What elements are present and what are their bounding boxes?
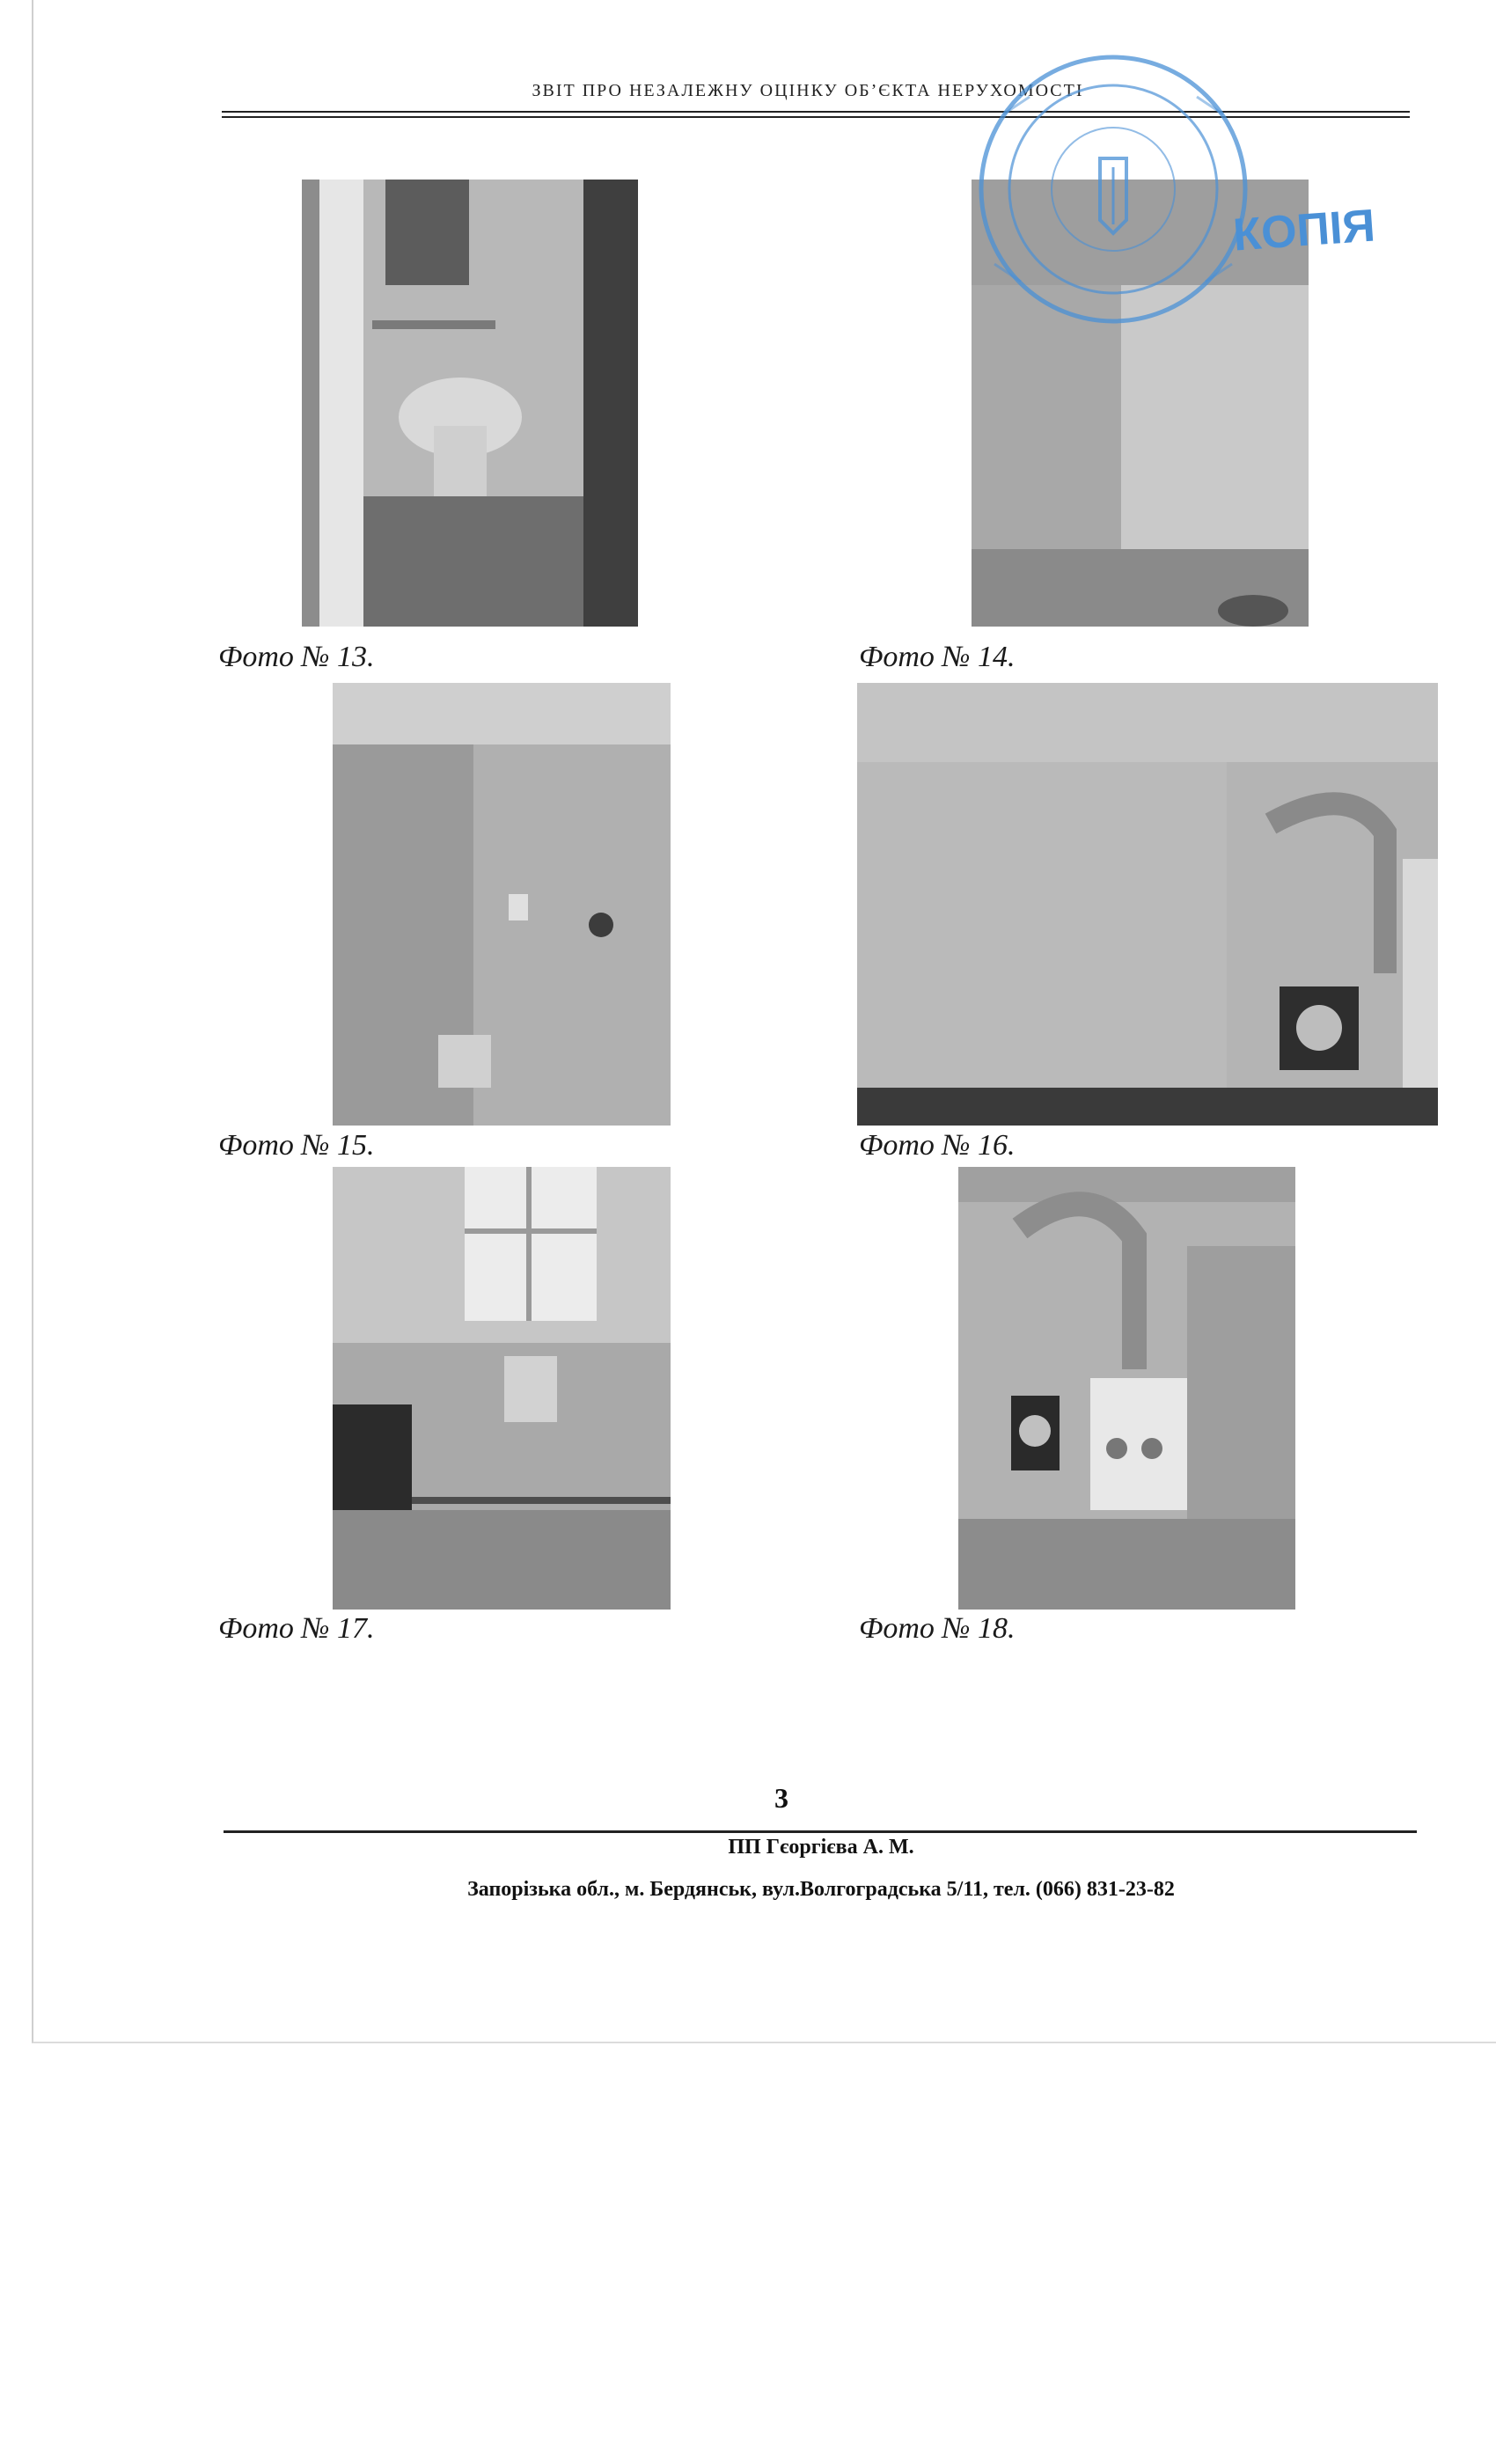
footer-address: Запорізька обл., м. Бердянськ, вул.Волгоградська 5/11, тел. (066) 831-23-82 — [467, 1878, 1175, 1901]
photo-15-wall-vent — [333, 683, 671, 1126]
photo-18-caption: Фото № 18. — [859, 1612, 1016, 1645]
photo-16-caption: Фото № 16. — [859, 1129, 1016, 1162]
photo-14-caption: Фото № 14. — [859, 641, 1016, 673]
report-header-title: ЗВІТ ПРО НЕЗАЛЕЖНУ ОЦІНКУ ОБ’ЄКТА НЕРУХОМОСТІ — [532, 81, 1084, 100]
photo-16-gas-boiler-wall — [857, 683, 1438, 1126]
footer-rule — [224, 1830, 1417, 1833]
official-stamp-seal — [968, 44, 1258, 334]
footer-company-name: ПП Гєоргієва А. М. — [728, 1836, 914, 1859]
photo-17-window-room — [333, 1167, 671, 1610]
photo-13-toilet — [302, 180, 638, 627]
photo-13-caption: Фото № 13. — [218, 641, 375, 673]
document-page — [32, 0, 1496, 2043]
page-number: 3 — [774, 1782, 788, 1814]
copy-stamp-mark: КОПІЯ — [1231, 200, 1377, 261]
photo-15-caption: Фото № 15. — [218, 1129, 375, 1162]
photo-18-gas-boiler — [958, 1167, 1295, 1610]
photo-17-caption: Фото № 17. — [218, 1612, 375, 1645]
